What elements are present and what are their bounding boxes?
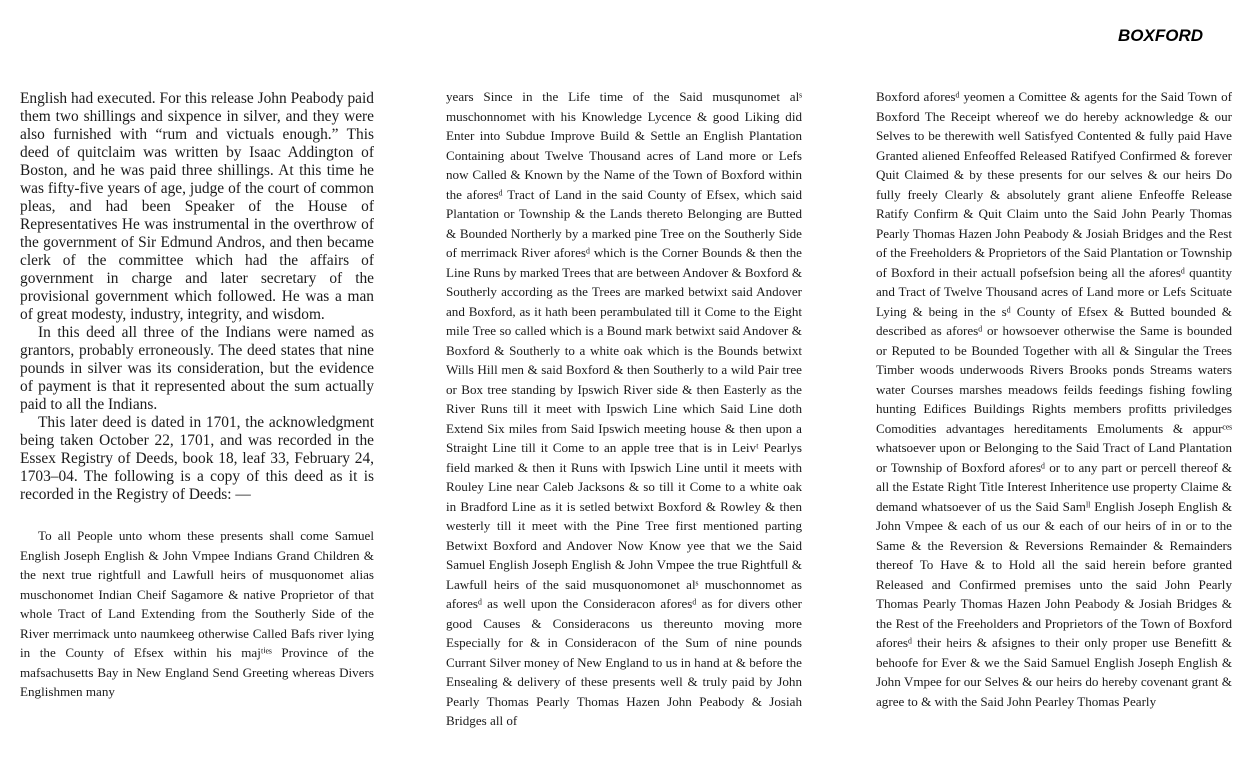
column-left — [20, 90, 374, 702]
paragraph-deed-quitclaim: English had executed. For this release John Peabody paid them two shillings and sixpence in silver, and they were also furnished with “rum and victuals enough.” This deed of quitclaim was written by Isaac Addington of Boston, and he was paid three shillings. At this time he was fifty-five years of age, judge of the court of common pleas, and had been Speaker of the House of Representatives He was instrumental in the overthrow of the government of Sir Edmund Andros, and then became clerk of the committee which had the affairs of government in charge and later secretary of the provisional government which followed. He was a man of great modesty, industry, integrity, and wisdom. — [20, 90, 374, 323]
paragraph-later-deed: This later deed is dated in 1701, the acknowledgment being taken October 22, 1701, and was recorded in the Essex Registry of Deeds, book 18, leaf 33, February 24, 1703–04. The following is a copy of this deed as it is recorded in the Registry of Deeds: — — [20, 414, 374, 503]
paragraph-grantors: In this deed all three of the Indians were named as grantors, probably erroneously. The deed states that nine pounds in silver was its consideration, but the evidence of payment is that it represented about the sum actually paid to all the Indians. — [20, 324, 374, 413]
column-middle — [446, 87, 802, 731]
deed-transcript-end: Boxford aforesᵈ yeomen a Comittee & agents for the Said Town of Boxford The Receipt whereof we do hereby acknowledge & our Selves to be therewith well Satisfyed Contented & fully paid Have Granted aliened Enfeoffed Released Ratifyed Confirmed & forever Quit Claimed & by these presents for our selves & our heirs Do fully freely Clearly & absolutely grant aliene Enfeoffe Release Ratify Confirm & Quit Claim unto the Said John Pearly Thomas Pearly Thomas Hazen John Peabody & Josiah Bridges and the Rest of the Freeholders & Proprietors of the Said Plantation or Township of Boxford in their actuall pofsefsion being all the aforesᵈ quantity and Tract of Twelve Thousand acres of Land more or Lefs Scituate Lying & being in the sᵈ County of Efsex & Butted bounded & described as aforesᵈ or howsoever otherwise the Same is bounded or Reputed to be Bounded Together with all & Singular the Trees Timber woods underwoods Rivers Brooks ponds Streams waters water Courses marshes meadows feilds feedings fishing fowling hunting Edifices Buildings Rights members profitts priviledges Comodities advantages hereditaments Emoluments & appurᶜᵉˢ whatsoever upon or Belonging to the Said Tract of Land Plantation or Township of Boxford aforesᵈ or to any part or percell thereof & all the Estate Right Title Interest Inheritence use property Claime & demand whatsoever of us the Said Samˡˡ English Joseph English & John Vmpee & each of us our & each of our heirs of in or to the Same & the Reversion & Reversions Remainder & Remainders thereof To Have & to Hold all the said herein before granted Released and Confirmed premises unto the said John Pearly Thomas Pearly Thomas Hazen John Peabody & Josiah Bridges & the Rest of the Freeholders and Proprietors of the Town of Boxford aforesᵈ their heirs & afsignes to their only proper use Benefitt & behoofe for Ever & we the Said Samuel English Joseph English & John Vmpee for our Selves & our heirs do hereby covenant grant & agree to & with the Said John Pearley Thomas Pearly — [876, 89, 1232, 709]
deed-transcript-start: To all People unto whom these presents shall come Samuel English Joseph English & John Vmpee Indians Grand Children & the next true rightfull and Lawfull heirs of musquonomet alias muschonomet Indian Cheif Sagamore & native Proprietor of that whole Tract of Land Extending from the Southerly Side of the River merrimack unto naumkeeg otherwise Called Bafs river lying in the County of Efsex within his majᵗⁱᵉˢ Province of the mafsachusetts Bay in New England Send Greeting whereas Divers Englishmen many — [20, 528, 374, 699]
deed-transcript-middle: years Since in the Life time of the Said musqunomet alˢ muschonnomet with his Knowledge Lycence & good Liking did Enter into Subdue Improve Build & Settle an English Plantation Containing about Twelve Thousand acres of Land more or Lefs now Called & Known by the Name of the Town of Boxford within the aforesᵈ Tract of Land in the said County of Efsex, which said Plantation or Township & the Lands thereto Belonging are Butted & Bounded Northerly by a marked pine Tree on the Southerly Side of merrimack River aforesᵈ which is the Corner Bounds & then the Line Runs by marked Trees that are between Andover & Boxford & Southerly according as the Trees are marked betwixt said Andover and Boxford, as it hath been perambulated till it Come to the Eight mile Tree so called which is a Bound mark betwixt said Andover & Boxford & Southerly to a white oak which is the Bounds betwixt Wills Hill men & said Boxford & then Southerly to a wild Pair tree or Box tree standing by Ipswich River side & then Easterly as the River Runs till it meet with Ipswich Line which Said Line doth Extend Six miles from Said Ipswich meeting house & then upon a Straight Line till it Come to an apple tree that is in Leivᵗ Pearlys field marked & then it Runs with Ipswich Line until it meets with Rouley Line near Caleb Jacksons & so till it Come to a white oak in Bradford Line as it is setled betwixt Boxford & Rowley & then westerly till it meet with the Pine Tree first mentioned parting Betwixt Boxford and Andover Now Know yee that we the Said Samuel English Joseph English & John Vmpee the true Rightfull & Lawfull heirs of the said musquonomonet alˢ muschonnomet as aforesᵈ as well upon the Consideracon aforesᵈ as for divers other good Causes & Consideracons us thereunto moving more Especially for & in Consideracon of the Sum of nine pounds Currant Silver money of New England to us in hand at & before the Ensealing & delivery of these presents well & truly paid by John Pearly Thomas Pearly Thomas Hazen John Peabody & Josiah Bridges all of — [446, 89, 803, 728]
running-header: BOXFORD — [1118, 26, 1203, 45]
column-right — [876, 87, 1232, 711]
